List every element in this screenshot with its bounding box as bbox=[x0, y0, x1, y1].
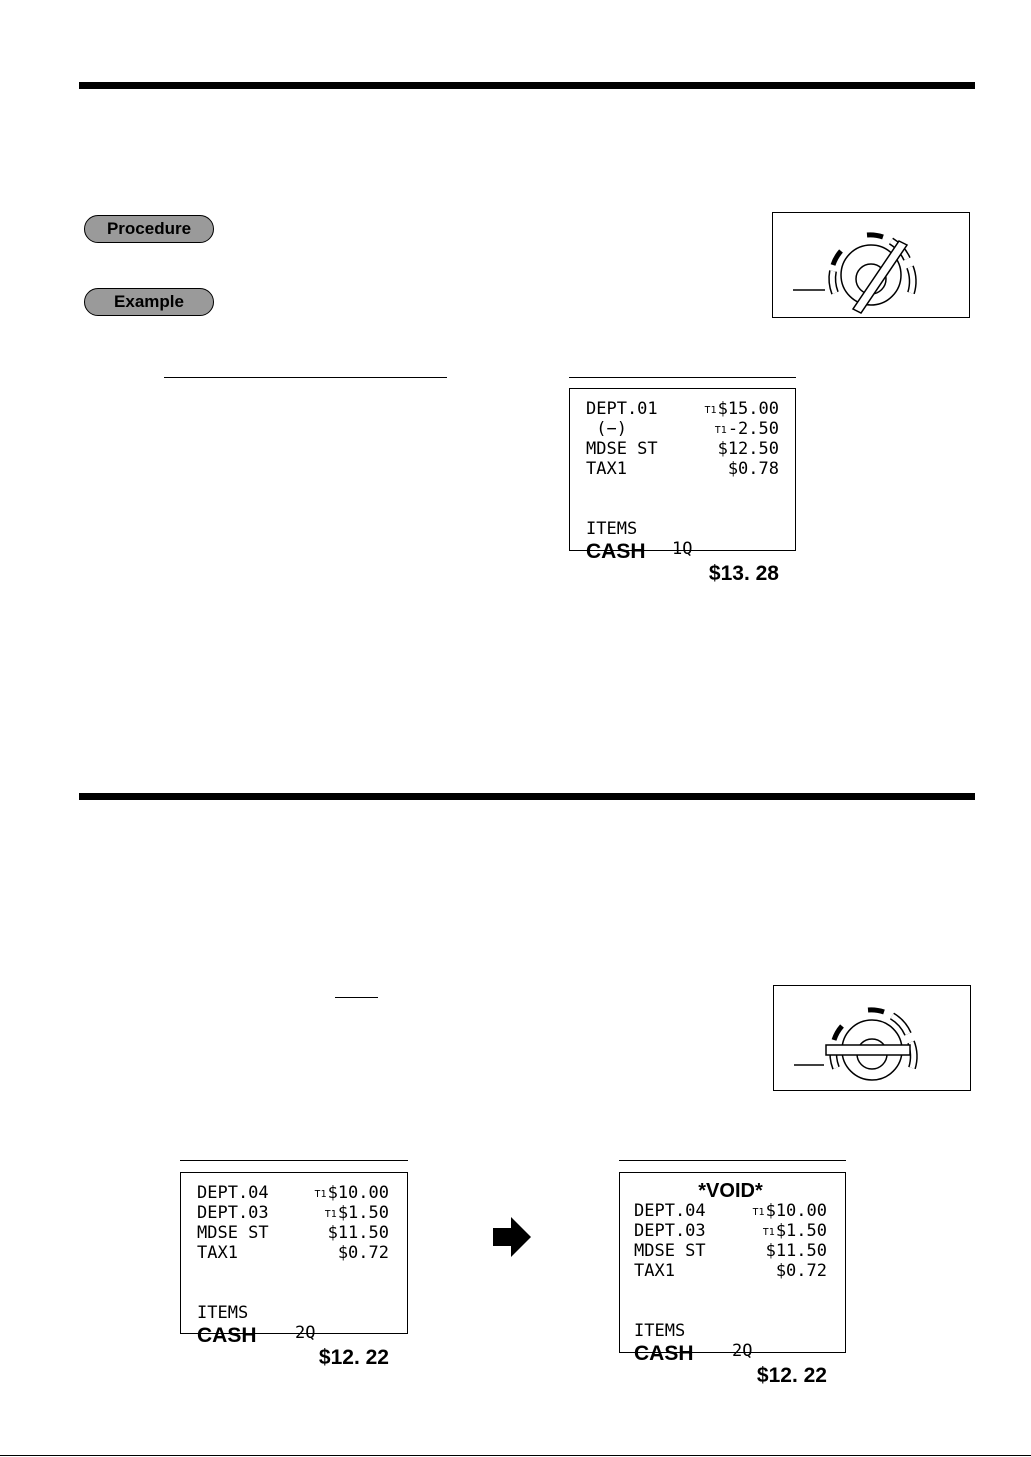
amount-value: $11.50 bbox=[765, 1241, 827, 1261]
amount-value: $0.72 bbox=[337, 1243, 389, 1263]
cash-label: CASH bbox=[197, 1324, 257, 1347]
receipt-3-void bbox=[619, 1172, 846, 1387]
line-label: DEPT.04 bbox=[634, 1201, 706, 1221]
line-label: MDSE ST bbox=[634, 1241, 706, 1261]
receipt-line bbox=[586, 399, 779, 419]
underline-receipt-3 bbox=[619, 1160, 846, 1161]
underline-short bbox=[335, 997, 378, 998]
void-header: *VOID* bbox=[698, 1180, 763, 1202]
items-label: ITEMS bbox=[634, 1321, 686, 1341]
receipt-1 bbox=[569, 388, 796, 585]
line-label: MDSE ST bbox=[586, 439, 658, 459]
receipt-line bbox=[586, 439, 779, 459]
tax-status-marker: T1 bbox=[752, 1207, 765, 1218]
line-amount bbox=[328, 1223, 389, 1243]
cash-value: $12. 22 bbox=[756, 1364, 827, 1387]
mode-switch-icon bbox=[774, 986, 970, 1090]
line-amount bbox=[718, 439, 779, 459]
line-label: DEPT.01 bbox=[586, 399, 658, 419]
items-value: 2Q bbox=[295, 1323, 316, 1343]
tax-status-marker: T1 bbox=[314, 1189, 327, 1200]
receipt-2 bbox=[180, 1172, 408, 1369]
amount-value: $11.50 bbox=[327, 1223, 389, 1243]
receipt-line bbox=[634, 1221, 827, 1241]
cash-value: $12. 22 bbox=[318, 1346, 389, 1369]
items-label: ITEMS bbox=[197, 1303, 249, 1323]
items-value: 1Q bbox=[672, 539, 693, 559]
amount-value: $0.72 bbox=[775, 1261, 827, 1281]
example-label: Example bbox=[84, 288, 214, 316]
line-amount bbox=[753, 1201, 827, 1223]
items-label: ITEMS bbox=[586, 519, 638, 539]
line-amount bbox=[715, 419, 779, 441]
underline-left bbox=[164, 377, 447, 378]
procedure-label: Procedure bbox=[84, 215, 214, 243]
amount-value: $10.00 bbox=[327, 1183, 389, 1203]
line-amount bbox=[315, 1183, 389, 1205]
line-label: MDSE ST bbox=[197, 1223, 269, 1243]
amount-value: $10.00 bbox=[765, 1201, 827, 1221]
mode-switch-diagram-1 bbox=[772, 212, 970, 318]
amount-value: -2.50 bbox=[727, 419, 779, 439]
tax-status-marker: T1 bbox=[324, 1209, 337, 1220]
items-value: 2Q bbox=[732, 1341, 753, 1361]
line-amount bbox=[766, 1241, 827, 1261]
receipt-line bbox=[634, 1201, 827, 1221]
line-label: TAX1 bbox=[586, 459, 627, 479]
line-amount bbox=[325, 1203, 389, 1225]
receipt-line bbox=[197, 1223, 389, 1243]
receipt-line bbox=[634, 1261, 827, 1281]
receipt-line bbox=[586, 419, 779, 439]
line-label: (−) bbox=[586, 419, 627, 439]
receipt-line bbox=[197, 1243, 389, 1263]
section-rule-middle bbox=[79, 793, 975, 800]
section-rule-top bbox=[79, 82, 975, 89]
mode-switch-diagram-2 bbox=[773, 985, 971, 1091]
receipt-line bbox=[634, 1241, 827, 1261]
cash-label: CASH bbox=[634, 1342, 694, 1365]
amount-value: $1.50 bbox=[775, 1221, 827, 1241]
amount-value: $15.00 bbox=[717, 399, 779, 419]
line-amount bbox=[705, 399, 779, 421]
tax-status-marker: T1 bbox=[704, 405, 717, 416]
mode-switch-icon bbox=[773, 213, 969, 317]
tax-status-marker: T1 bbox=[762, 1227, 775, 1238]
cash-value: $13. 28 bbox=[708, 562, 779, 585]
underline-receipt-2 bbox=[180, 1160, 408, 1161]
underline-right bbox=[569, 377, 796, 378]
line-label: TAX1 bbox=[197, 1243, 238, 1263]
line-label: DEPT.04 bbox=[197, 1183, 269, 1203]
line-amount bbox=[728, 459, 779, 479]
line-amount bbox=[763, 1221, 827, 1243]
line-label: DEPT.03 bbox=[197, 1203, 269, 1223]
amount-value: $12.50 bbox=[717, 439, 779, 459]
receipt-line bbox=[197, 1203, 389, 1223]
arrow-right-icon bbox=[493, 1217, 531, 1257]
page-bottom-rule bbox=[0, 1455, 1031, 1456]
amount-value: $1.50 bbox=[337, 1203, 389, 1223]
cash-label: CASH bbox=[586, 540, 646, 563]
line-amount bbox=[776, 1261, 827, 1281]
line-amount bbox=[338, 1243, 389, 1263]
line-label: DEPT.03 bbox=[634, 1221, 706, 1241]
tax-status-marker: T1 bbox=[714, 425, 727, 436]
receipt-line bbox=[197, 1183, 389, 1203]
line-label: TAX1 bbox=[634, 1261, 675, 1281]
amount-value: $0.78 bbox=[727, 459, 779, 479]
receipt-line bbox=[586, 459, 779, 479]
